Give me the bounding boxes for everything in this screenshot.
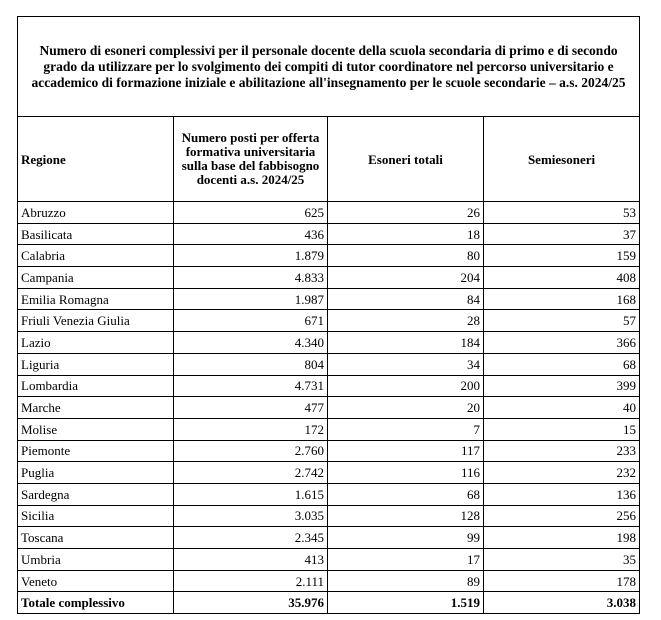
- cell-regione: Lombardia: [18, 375, 174, 397]
- table-body: [18, 202, 640, 614]
- header-regione: Regione: [18, 117, 174, 202]
- table-row: [18, 505, 640, 527]
- cell-posti: 413: [174, 549, 328, 571]
- cell-posti: 477: [174, 397, 328, 419]
- cell-semiesoneri: 232: [484, 462, 640, 484]
- cell-regione: Sicilia: [18, 505, 174, 527]
- cell-esoneri: 26: [328, 202, 484, 224]
- cell-semiesoneri: 168: [484, 288, 640, 310]
- table-row: [18, 462, 640, 484]
- cell-esoneri: 184: [328, 332, 484, 354]
- table-row: [18, 202, 640, 224]
- table-row: [18, 353, 640, 375]
- cell-posti: 2.345: [174, 527, 328, 549]
- cell-esoneri: 117: [328, 440, 484, 462]
- cell-regione: Campania: [18, 267, 174, 289]
- total-esoneri: 1.519: [328, 592, 484, 614]
- cell-posti: 2.760: [174, 440, 328, 462]
- cell-regione: Lazio: [18, 332, 174, 354]
- table-row: [18, 440, 640, 462]
- cell-regione: Molise: [18, 418, 174, 440]
- cell-posti: 804: [174, 353, 328, 375]
- cell-posti: 1.615: [174, 483, 328, 505]
- cell-regione: Sardegna: [18, 483, 174, 505]
- cell-esoneri: 20: [328, 397, 484, 419]
- table-row: [18, 483, 640, 505]
- cell-regione: Marche: [18, 397, 174, 419]
- table-row: [18, 267, 640, 289]
- cell-posti: 4.340: [174, 332, 328, 354]
- cell-esoneri: 80: [328, 245, 484, 267]
- cell-semiesoneri: 57: [484, 310, 640, 332]
- total-row: [18, 592, 640, 614]
- cell-esoneri: 200: [328, 375, 484, 397]
- cell-semiesoneri: 198: [484, 527, 640, 549]
- cell-esoneri: 28: [328, 310, 484, 332]
- cell-posti: 172: [174, 418, 328, 440]
- cell-regione: Umbria: [18, 549, 174, 571]
- cell-semiesoneri: 366: [484, 332, 640, 354]
- cell-regione: Puglia: [18, 462, 174, 484]
- cell-semiesoneri: 35: [484, 549, 640, 571]
- total-label: Totale complessivo: [18, 592, 174, 614]
- cell-esoneri: 34: [328, 353, 484, 375]
- table-row: [18, 288, 640, 310]
- cell-esoneri: 17: [328, 549, 484, 571]
- cell-semiesoneri: 40: [484, 397, 640, 419]
- cell-posti: 4.731: [174, 375, 328, 397]
- table-row: [18, 245, 640, 267]
- cell-semiesoneri: 233: [484, 440, 640, 462]
- cell-esoneri: 89: [328, 570, 484, 592]
- cell-regione: Liguria: [18, 353, 174, 375]
- table-row: [18, 418, 640, 440]
- cell-posti: 625: [174, 202, 328, 224]
- table-row: [18, 570, 640, 592]
- cell-semiesoneri: 53: [484, 202, 640, 224]
- table-row: [18, 549, 640, 571]
- cell-semiesoneri: 136: [484, 483, 640, 505]
- cell-semiesoneri: 399: [484, 375, 640, 397]
- esoneri-table: [17, 16, 640, 614]
- table-row: [18, 527, 640, 549]
- cell-esoneri: 84: [328, 288, 484, 310]
- cell-posti: 2.111: [174, 570, 328, 592]
- cell-posti: 4.833: [174, 267, 328, 289]
- total-posti: 35.976: [174, 592, 328, 614]
- header-semiesoneri: Semiesoneri: [484, 117, 640, 202]
- cell-posti: 1.987: [174, 288, 328, 310]
- table-row: [18, 375, 640, 397]
- cell-regione: Veneto: [18, 570, 174, 592]
- cell-semiesoneri: 15: [484, 418, 640, 440]
- cell-semiesoneri: 159: [484, 245, 640, 267]
- cell-regione: Piemonte: [18, 440, 174, 462]
- cell-semiesoneri: 256: [484, 505, 640, 527]
- cell-semiesoneri: 408: [484, 267, 640, 289]
- cell-posti: 1.879: [174, 245, 328, 267]
- cell-semiesoneri: 68: [484, 353, 640, 375]
- table-title: Numero di esoneri complessivi per il personale docente della scuola secondaria di primo e di secondo grado da utilizzare per lo svolgimento dei compiti di tutor coordinatore nel percorso universitario e accademico di formazione iniziale e abilitazione all'insegnamento per le scuole secondarie – a.s. 2024/25: [18, 17, 640, 117]
- table-row: [18, 332, 640, 354]
- header-posti: Numero posti per offerta formativa universitaria sulla base del fabbisogno docenti a.s. 2024/25: [174, 117, 328, 202]
- cell-regione: Friuli Venezia Giulia: [18, 310, 174, 332]
- table-row: [18, 310, 640, 332]
- cell-esoneri: 204: [328, 267, 484, 289]
- cell-regione: Calabria: [18, 245, 174, 267]
- cell-posti: 2.742: [174, 462, 328, 484]
- cell-semiesoneri: 37: [484, 223, 640, 245]
- cell-esoneri: 128: [328, 505, 484, 527]
- cell-posti: 671: [174, 310, 328, 332]
- cell-esoneri: 116: [328, 462, 484, 484]
- cell-regione: Abruzzo: [18, 202, 174, 224]
- cell-regione: Toscana: [18, 527, 174, 549]
- cell-semiesoneri: 178: [484, 570, 640, 592]
- cell-regione: Basilicata: [18, 223, 174, 245]
- cell-regione: Emilia Romagna: [18, 288, 174, 310]
- cell-esoneri: 68: [328, 483, 484, 505]
- cell-esoneri: 18: [328, 223, 484, 245]
- document: [17, 16, 639, 614]
- cell-posti: 3.035: [174, 505, 328, 527]
- cell-esoneri: 99: [328, 527, 484, 549]
- header-esoneri: Esoneri totali: [328, 117, 484, 202]
- total-semiesoneri: 3.038: [484, 592, 640, 614]
- cell-esoneri: 7: [328, 418, 484, 440]
- table-row: [18, 223, 640, 245]
- table-row: [18, 397, 640, 419]
- cell-posti: 436: [174, 223, 328, 245]
